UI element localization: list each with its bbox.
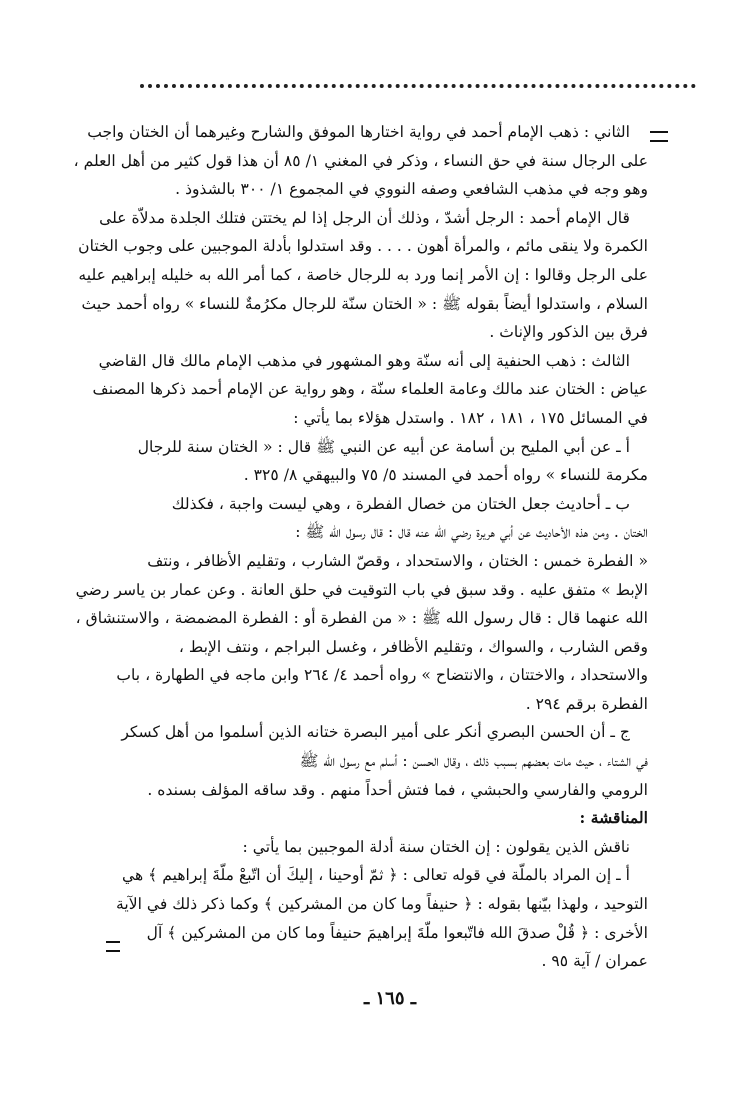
text-line: في الشتاء ، حيث مات بعضهم بسبب ذلك ، وقال الحسن : أسلم مع رسول الله ﷺ <box>299 752 648 771</box>
text-line: عمران / آية ٩٥ . <box>541 952 648 971</box>
text-line: الفطرة برقم ٢٩٤ . <box>525 694 648 713</box>
text-line: الرومي والفارسي والحبشي ، فما فتش أحداً منهم . وقد ساقه المؤلف بسنده . <box>147 780 648 799</box>
text-line: وقص الشارب ، والسواك ، وتقليم الأظافر ، وغسل البراجم ، ونتف الإبط ، <box>178 637 648 656</box>
text-line: الله عنهما قال : قال رسول الله ﷺ : « من الفطرة أو : الفطرة المضمضة ، والاستنشاق ، <box>75 609 648 628</box>
text-line: السلام ، واستدلوا أيضاً بقوله ﷺ : « الختان سنّة للرجال مكرُمةٌ للنساء » رواه أحمد حيث <box>81 294 648 313</box>
text-line: الثالث : ذهب الحنفية إلى أنه سنّة وهو المشهور في مذهب الإمام مالك قال القاضي <box>98 351 630 370</box>
text-line: وهو وجه في مذهب الشافعي وصفه النووي في المجموع ١/ ٣٠٠ بالشذوذ . <box>175 180 648 199</box>
text-line: أ ـ إن المراد بالملّة في قوله تعالى : ﴿ ثمّ أوحينا ، إليكَ أن اتّبعْ ملّةَ إبراهيم ﴾ هي <box>121 866 630 885</box>
margin-mark-bottom <box>106 941 120 952</box>
text-line: قال الإمام أحمد : الرجل أشدّ ، وذلك أن الرجل إذا لم يختتن فتلك الجلدة مدلاّة على <box>99 208 630 227</box>
text-line: الكمرة ولا ينقى مائم ، والمرأة أهون . . . . وقد استدلوا بأدلة الموجبين على وجوب الختان <box>78 237 648 256</box>
text-line: مكرمة للنساء » رواه أحمد في المسند ٥/ ٧٥ والبيهقي ٨/ ٣٢٥ . <box>243 466 648 485</box>
text-line: على الرجل وقالوا : إن الأمر إنما ورد به للرجال خاصة ، كما أمر الله به خليله إبراهيم عليه <box>78 265 648 284</box>
text-line: الثاني : ذهب الإمام أحمد في رواية اختارها الموفق والشارح وغيرهما أن الختان واجب <box>87 123 630 141</box>
text-line: الإبط » متفق عليه . وقد سبق في باب التوقيت في حلق العانة . وعن عمار بن ياسر رضي <box>75 580 648 599</box>
text-line: الختان . ومن هذه الأحاديث عن أبي هريرة رضي الله عنه قال : قال رسول الله ﷺ : <box>295 523 648 542</box>
text-line: الأخرى : ﴿ قُلْ صدقَ الله فاتّبعوا ملّةَ إبراهيمَ حنيفاً وما كان من المشركين ﴾ آل <box>146 923 648 942</box>
text-line: فرق بين الذكور والإناث . <box>489 323 648 342</box>
margin-mark-top <box>650 131 668 142</box>
page-body <box>73 118 648 976</box>
text-line: التوحيد ، ولهذا بيّنها بقوله : ﴿ حنيفاً وما كان من المشركين ﴾ وكما ذكر ذلك في الآية <box>116 895 648 914</box>
text-line: ج ـ أن الحسن البصري أنكر على أمير البصرة ختانه الذين أسلموا من أهل كسكر <box>121 723 630 742</box>
text-line: والاستحداد ، والاختتان ، والانتضاح » رواه أحمد ٤/ ٢٦٤ وابن ماجه في الطهارة ، باب <box>116 666 648 685</box>
text-line: ب ـ أحاديث جعل الختان من خصال الفطرة ، وهي ليست واجبة ، فكذلك <box>171 494 630 513</box>
section-heading: المناقشة : <box>579 808 648 828</box>
text-line: « الفطرة خمس : الختان ، والاستحداد ، وقصّ الشارب ، وتقليم الأظافر ، ونتف <box>147 551 648 570</box>
text-line: على الرجال سنة في حق النساء ، وذكر في المغني ١/ ٨٥ أن هذا قول كثير من أهل العلم ، <box>73 151 648 170</box>
text-line: عياض : الختان عند مالك وعامة العلماء سنّة ، وهو رواية عن الإمام أحمد ذكرها المصنف <box>92 380 648 399</box>
text-line: في المسائل ١٧٥ ، ١٨١ ، ١٨٢ . واستدل هؤلاء بما يأتي : <box>293 408 648 427</box>
top-dotted-divider <box>140 84 696 88</box>
page-number: ـ ١٦٥ ـ <box>363 988 417 1009</box>
text-line: أ ـ عن أبي المليح بن أسامة عن أبيه عن النبي ﷺ قال : « الختان سنة للرجال <box>137 437 630 456</box>
text-line: ناقش الذين يقولون : إن الختان سنة أدلة الموجبين بما يأتي : <box>242 837 630 856</box>
